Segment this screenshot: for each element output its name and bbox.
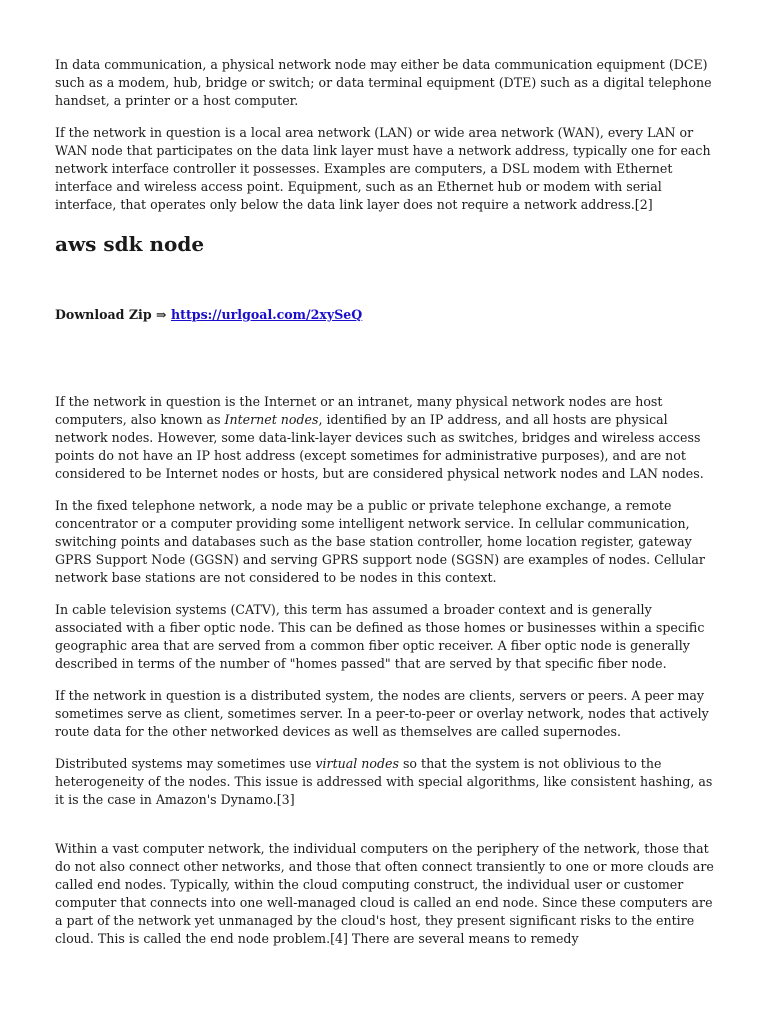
p7-text-a: Distributed systems may sometimes use <box>55 756 316 771</box>
paragraph-catv: In cable television systems (CATV), this term has assumed a broader context and is generally associated with a fiber optic node. This can be defined as those homes or businesses within a specific geographic area that are served from a common fiber optic receiver. A fiber optic node is generally described in terms of the number of "homes passed" that are served by that specific fiber node. <box>55 602 705 671</box>
download-label: Download Zip ⇒ <box>55 307 171 322</box>
paragraph-lan-wan: If the network in question is a local area network (LAN) or wide area network (WAN), every LAN or WAN node that participates on the data link layer must have a network address, typically one for each network interface controller it possesses. Examples are computers, a DSL modem with Ethernet interface and wireless access point. Equipment, such as an Ethernet hub or modem with serial interface, that operates only below the data link layer does not require a network address.[2] <box>55 125 711 212</box>
paragraph-telephone: In the fixed telephone network, a node may be a public or private telephone exchange, a remote concentrator or a computer providing some intelligent network service. In cellular communication, switching points and databases such as the base station controller, home location register, gateway GPRS Support Node (GGSN) and serving GPRS support node (SGSN) are examples of nodes. Cellular network base stations are not considered to be nodes in this context. <box>55 498 705 585</box>
p7-text-b: so that the system is not oblivious to the heterogeneity of the nodes. This issue is addressed with special algorithms, like consistent hashing, as it is the case in Amazon's Dynamo.[3] <box>55 756 713 807</box>
p3-text-b: , identified by an IP address, and all hosts are physical network nodes. However, some data-link-layer devices such as switches, bridges and wireless access points do not have an IP host address (except sometimes for administrative purposes), and are not considered to be Internet nodes or hosts, but are considered physical network nodes and LAN nodes. <box>55 412 704 481</box>
p7-emphasis: virtual nodes <box>315 756 399 771</box>
paragraph-virtual-nodes <box>55 755 716 809</box>
section-heading: aws sdk node <box>55 232 205 256</box>
paragraph-end-nodes: Within a vast computer network, the individual computers on the periphery of the network, those that do not also connect other networks, and those that often connect transiently to one or more clouds are called end nodes. Typically, within the cloud computing construct, the individual user or customer computer that connects into one well-managed cloud is called an end node. Since these computers are a part of the network yet unmanaged by the cloud's host, they present significant risks to the entire cloud. This is called the end node problem.[4] There are several means to remedy <box>55 841 714 946</box>
p3-emphasis: Internet nodes <box>224 412 319 427</box>
paragraph-physical-node: In data communication, a physical network node may either be data communication equipment (DCE) such as a modem, hub, bridge or switch; or data terminal equipment (DTE) such as a digital telephone handset, a printer or a host computer. <box>55 57 712 108</box>
download-line <box>55 306 716 324</box>
paragraph-internet-nodes <box>55 393 716 483</box>
paragraph-distributed: If the network in question is a distributed system, the nodes are clients, servers or peers. A peer may sometimes serve as client, sometimes server. In a peer-to-peer or overlay network, nodes that actively route data for the other networked devices as well as themselves are called supernodes. <box>55 688 709 739</box>
p3-text-a: If the network in question is the Internet or an intranet, many physical network nodes are host computers, also known as <box>55 394 663 427</box>
download-link[interactable]: https://urlgoal.com/2xySeQ <box>170 307 363 322</box>
